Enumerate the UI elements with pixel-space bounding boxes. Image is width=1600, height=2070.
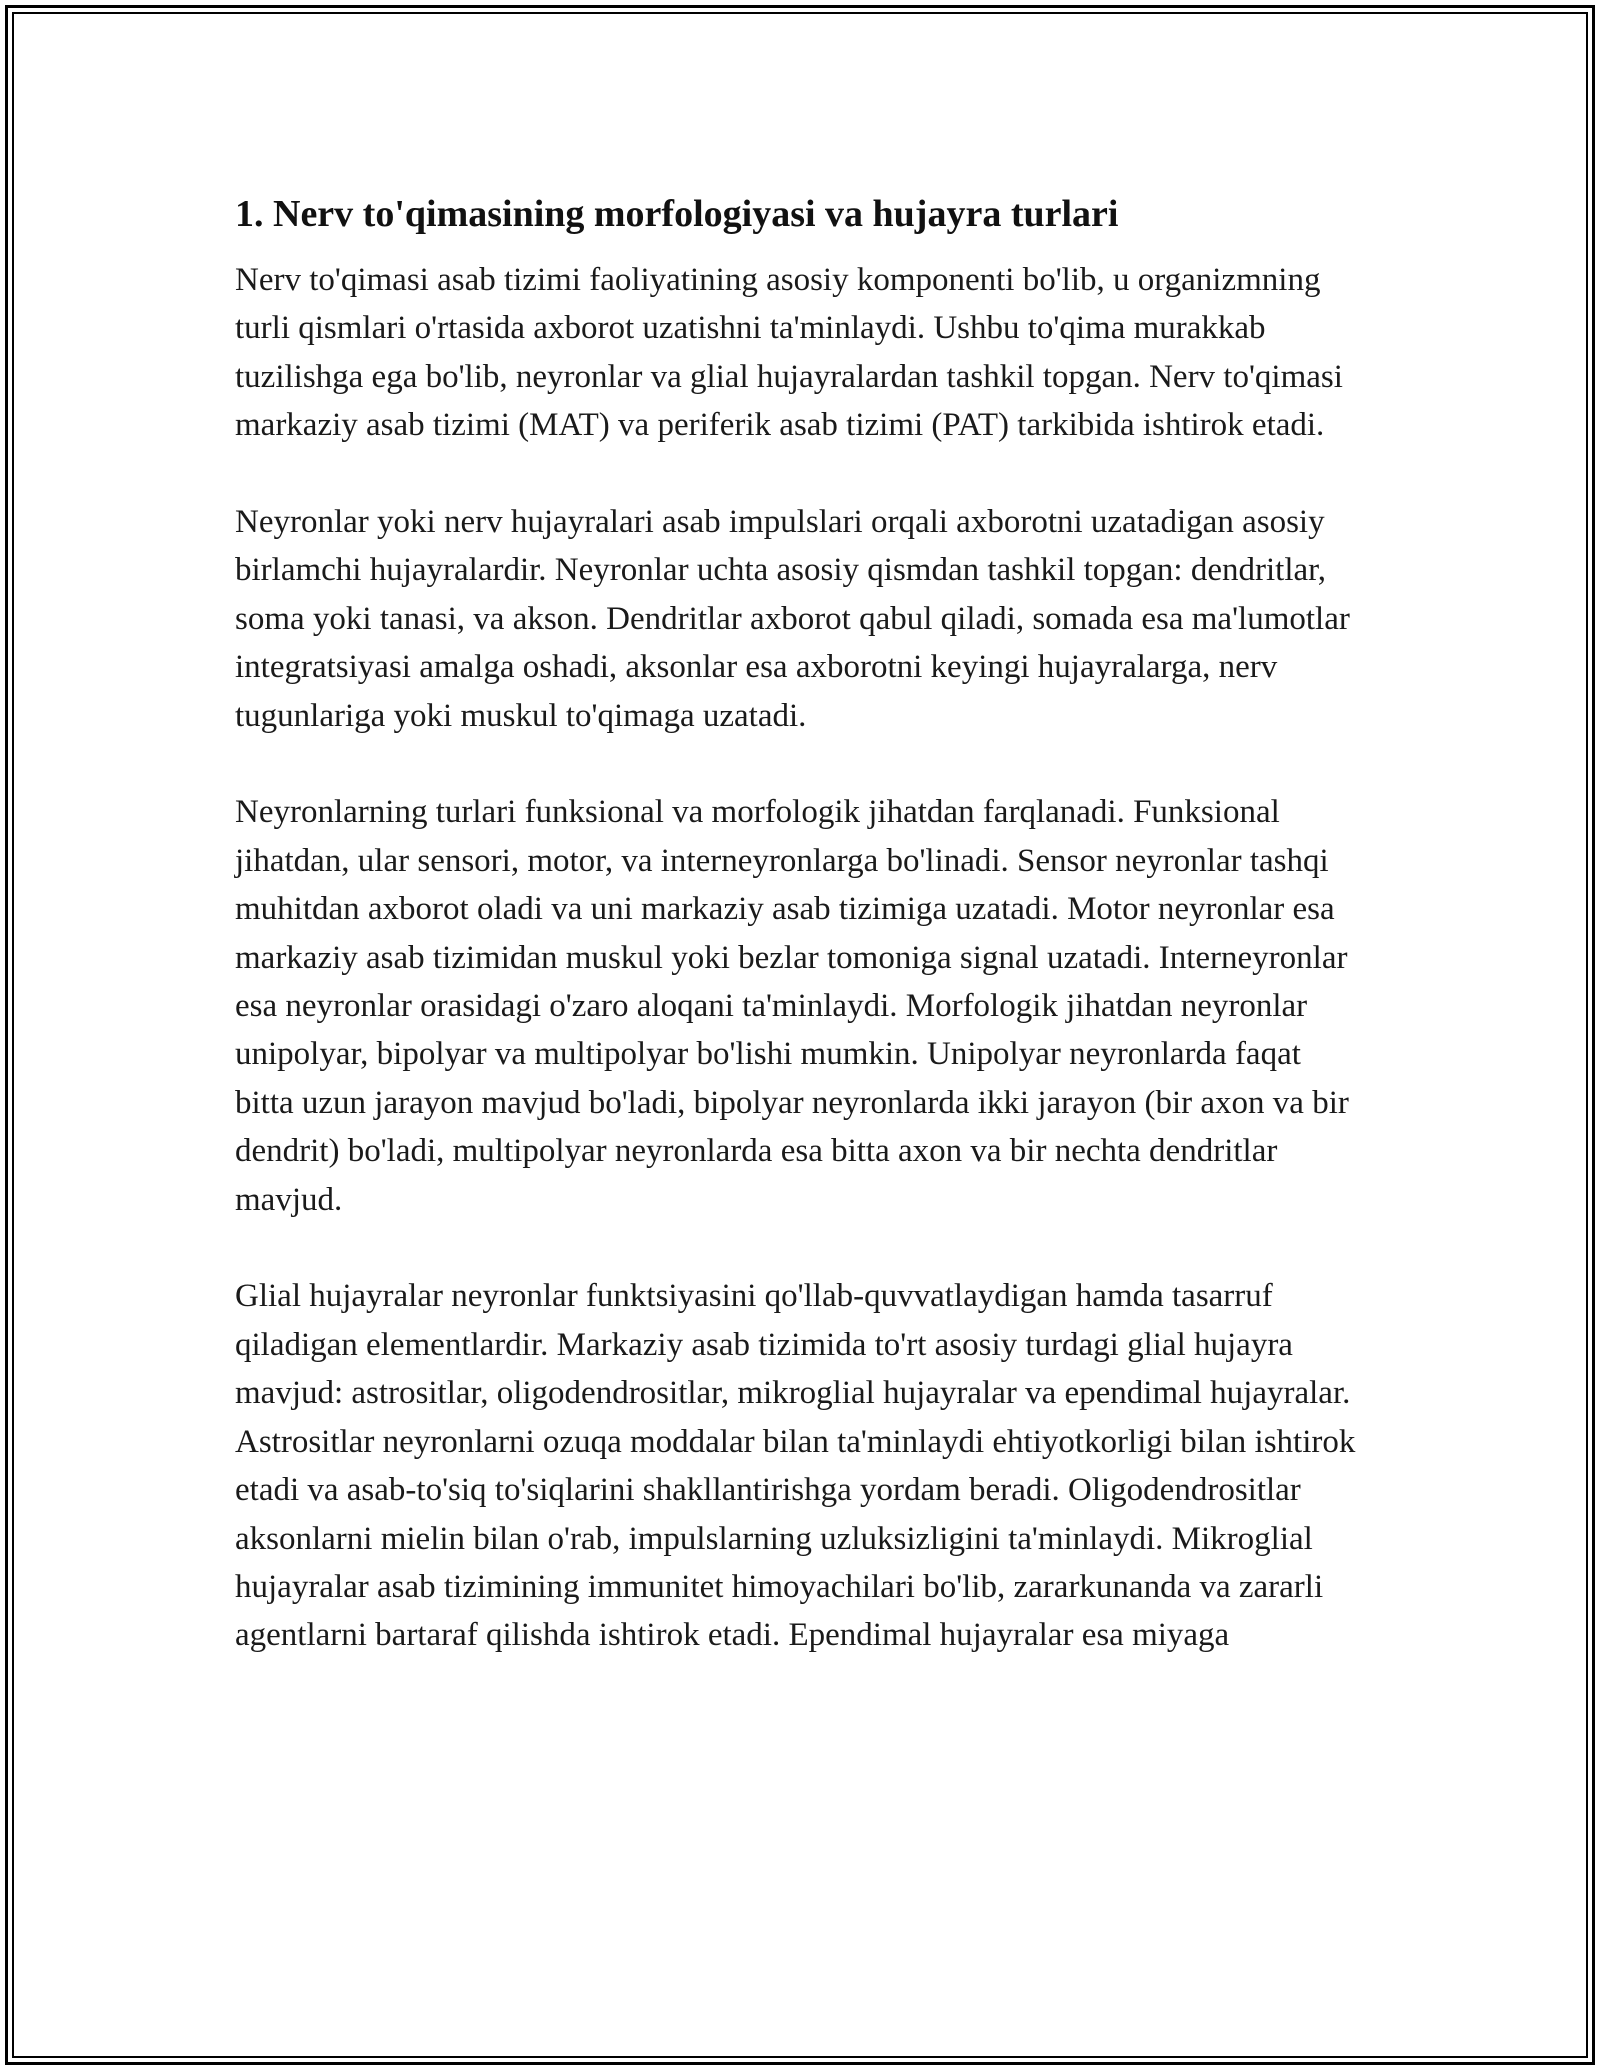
paragraph-nerve-tissue: Nerv to'qimasi asab tizimi faoliyatining asosiy komponenti bo'lib, u organizmning turli qismlari o'rtasida axborot uzatishni ta'minlaydi. Ushbu to'qima murakkab tuzilishga ega bo'lib, neyronlar va glial hujayralardan tashkil topgan. Nerv to'qimasi markaziy asab tizimi (MAT) va periferik asab tizimi (PAT) tarkibida ishtirok etadi.: [235, 262, 1343, 444]
paragraph-glial-cells: Glial hujayralar neyronlar funktsiyasini qo'llab-quvvatlaydigan hamda tasarruf qiladigan elementlardir. Markaziy asab tizimida to'rt asosiy turdagi glial hujayra mavjud: astrositlar, oligodendrositlar, mikroglial hujayralar va ependimal hujayralar. Astrositlar neyronlarni ozuqa moddalar bilan ta'minlaydi ehtiyotkorligi bilan ishtirok etadi va asab-to'siq to'siqlarini shakllantirishga yordam beradi. Oligodendrositlar aksonlarni mielin bilan o'rab, impulslarning uzluksizligini ta'minlaydi. Mikroglial hujayralar asab tizimining immunitet himoyachilari bo'lib, zararkunanda va zararli agentlarni bartaraf qilishda ishtirok etadi. Ependimal hujayralar esa miyaga: [235, 1278, 1356, 1654]
paragraph-neuron-types: Neyronlarning turlari funksional va morfologik jihatdan farqlanadi. Funksional jihatdan, ular sensori, motor, va interneyronlarga bo'linadi. Sensor neyronlar tashqi muhitdan axborot oladi va uni markaziy asab tizimiga uzatadi. Motor neyronlar esa markaziy asab tizimidan muskul yoki bezlar tomoniga signal uzatadi. Interneyronlar esa neyronlar orasidagi o'zaro aloqani ta'minlaydi. Morfologik jihatdan neyronlar unipolyar, bipolyar va multipolyar bo'lishi mumkin. Unipolyar neyronlarda faqat bitta uzun jarayon mavjud bo'ladi, bipolyar neyronlarda ikki jarayon (bir axon va bir dendrit) bo'ladi, multipolyar neyronlarda esa bitta axon va bir nechta dendritlar mavjud.: [235, 794, 1349, 1218]
section-heading: 1. Nerv to'qimasining morfologiyasi va hujayra turlari: [235, 193, 1119, 235]
paragraph-neurons: Neyronlar yoki nerv hujayralari asab impulslari orqali axborotni uzatadigan asosiy birlamchi hujayralardir. Neyronlar uchta asosiy qismdan tashkil topgan: dendritlar, soma yoki tanasi, va akson. Dendritlar axborot qabul qiladi, somada esa ma'lumotlar integratsiyasi amalga oshadi, aksonlar esa axborotni keyingi hujayralarga, nerv tugunlariga yoki muskul to'qimaga uzatadi.: [235, 504, 1350, 734]
document-body: [235, 190, 1365, 1708]
